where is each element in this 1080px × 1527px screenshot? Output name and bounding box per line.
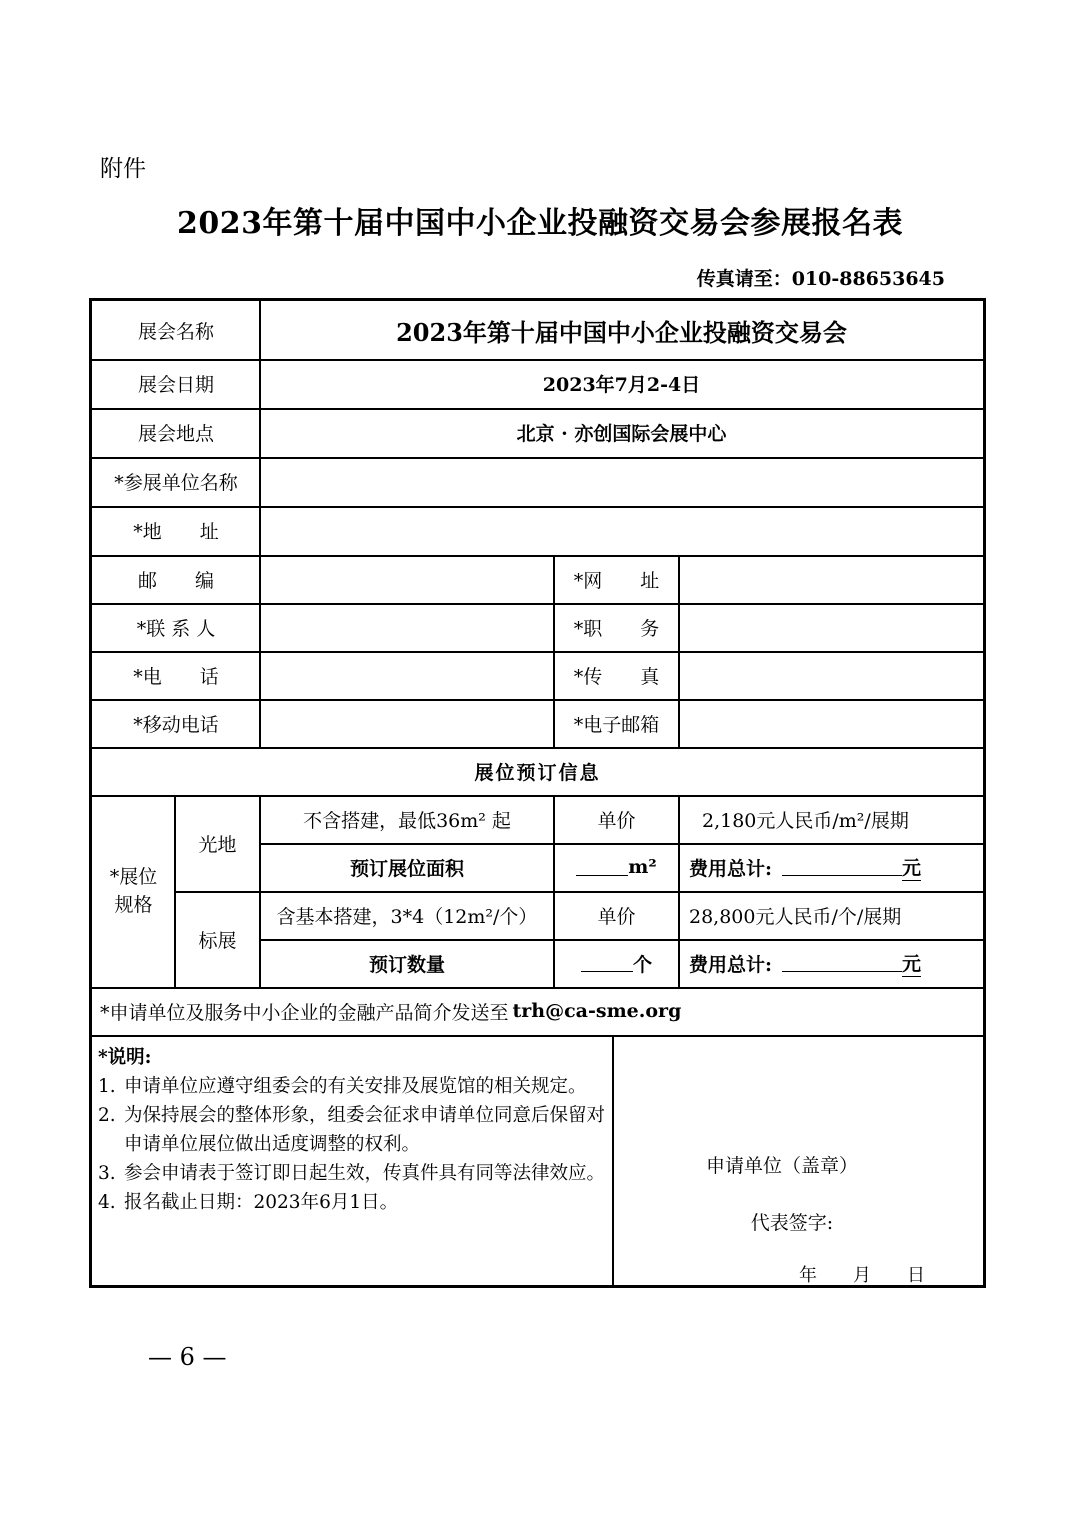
seal-label: 申请单位（盖章）: [705, 1154, 858, 1177]
postcode-label: 邮 编: [137, 569, 214, 592]
expo-date-label: 展会日期: [137, 374, 214, 396]
standard-booth-unit-price-label: 单价: [597, 905, 636, 928]
website-field[interactable]: [679, 555, 983, 603]
company-name-field[interactable]: [260, 457, 983, 506]
note-text: 参会申请表于签订即日起生效，传真件具有同等法律效应。: [124, 1163, 606, 1184]
expo-date-value: 2023年7月2-4日: [542, 374, 701, 396]
standard-booth-total-label: 费用总计:: [689, 953, 773, 976]
raw-space-label: 光地: [198, 833, 237, 856]
expo-name-value: 2023年第十届中国中小企业投融资交易会: [396, 317, 847, 347]
contact-label: *联 系 人: [136, 617, 216, 640]
company-name-label: *参展单位名称: [114, 472, 238, 494]
booth-quantity-label: 预订数量: [368, 953, 445, 976]
email-field[interactable]: [679, 699, 983, 747]
address-field[interactable]: [260, 506, 983, 555]
notes-heading: *说明:: [98, 1047, 152, 1068]
raw-space-unit-price-label: 单价: [597, 809, 636, 832]
email-label: *电子邮箱: [573, 713, 660, 736]
booth-spec-label-line1: *展位: [109, 866, 158, 888]
standard-booth-description: 含基本搭建，3*4（12m²/个）: [276, 905, 538, 928]
contact-field[interactable]: [260, 603, 554, 651]
address-label: *地 址: [133, 521, 219, 543]
notes-section: [98, 1043, 610, 1217]
standard-booth-price: 28,800元人民币/个/展期: [689, 905, 902, 928]
note-item: [98, 1188, 610, 1217]
booth-quantity-unit: 个: [632, 953, 652, 976]
raw-space-description: 不含搭建，最低36m² 起: [303, 809, 511, 832]
booth-section-title: 展位预订信息: [474, 761, 601, 784]
fax-field[interactable]: [679, 651, 983, 699]
booth-quantity-blank[interactable]: [581, 955, 633, 972]
note-number: 3.: [98, 1163, 116, 1184]
phone-field[interactable]: [260, 651, 554, 699]
position-label: *职 务: [573, 617, 660, 640]
mobile-field[interactable]: [260, 699, 554, 747]
raw-space-total-blank[interactable]: [782, 859, 902, 876]
booth-area-blank[interactable]: [576, 859, 628, 876]
attachment-label: 附件: [100, 156, 146, 182]
raw-space-total-label: 费用总计:: [689, 857, 773, 880]
booth-area-label: 预订展位面积: [349, 857, 464, 880]
note-text: 为保持展会的整体形象，组委会征求申请单位同意后保留对申请单位展位做出适度调整的权利。: [124, 1105, 606, 1155]
fax-number: 传真请至：010-88653645: [696, 268, 945, 290]
booth-quantity-field[interactable]: [554, 939, 679, 987]
expo-venue-label: 展会地点: [137, 423, 214, 445]
raw-space-total-currency: 元: [902, 853, 921, 881]
position-field[interactable]: [679, 603, 983, 651]
website-label: *网 址: [573, 569, 660, 592]
note-text: 报名截止日期：2023年6月1日。: [124, 1192, 399, 1213]
standard-booth-total-blank[interactable]: [782, 955, 902, 972]
raw-space-price: 2,180元人民币/m²/展期: [702, 809, 909, 832]
booth-spec-label-line2: 规格: [114, 894, 153, 916]
raw-space-total: [689, 843, 983, 891]
mobile-label: *移动电话: [133, 713, 219, 736]
standard-booth-total: [689, 939, 983, 987]
expo-venue-value: 北京 · 亦创国际会展中心: [516, 423, 727, 445]
standard-booth-total-currency: 元: [902, 949, 921, 977]
note-text: 申请单位应遵守组委会的有关安排及展览馆的相关规定。: [124, 1076, 587, 1097]
note-number: 2.: [98, 1105, 116, 1126]
booth-spec-label: [92, 795, 175, 987]
note-item: [98, 1101, 610, 1159]
financial-note: [100, 987, 983, 1035]
financial-note-text: *申请单位及服务中小企业的金融产品简介发送至: [100, 1001, 509, 1024]
note-item: [98, 1072, 610, 1101]
date-label: 年 月 日: [799, 1265, 925, 1286]
page-number: — 6 —: [148, 1343, 227, 1371]
booth-area-field[interactable]: [554, 843, 679, 891]
note-number: 1.: [98, 1076, 116, 1097]
booth-area-unit: m²: [628, 856, 657, 878]
registration-form: [89, 298, 986, 1288]
postcode-field[interactable]: [260, 555, 554, 603]
standard-booth-label: 标展: [198, 929, 237, 952]
financial-note-email[interactable]: trh@ca-sme.org: [512, 1000, 682, 1022]
page-title: 2023年第十届中国中小企业投融资交易会参展报名表: [177, 206, 903, 241]
signature-label: 代表签字:: [750, 1211, 834, 1234]
expo-name-label: 展会名称: [137, 320, 214, 343]
fax-label: *传 真: [573, 665, 660, 688]
phone-label: *电 话: [133, 665, 219, 688]
note-item: [98, 1159, 610, 1188]
note-number: 4.: [98, 1192, 116, 1213]
